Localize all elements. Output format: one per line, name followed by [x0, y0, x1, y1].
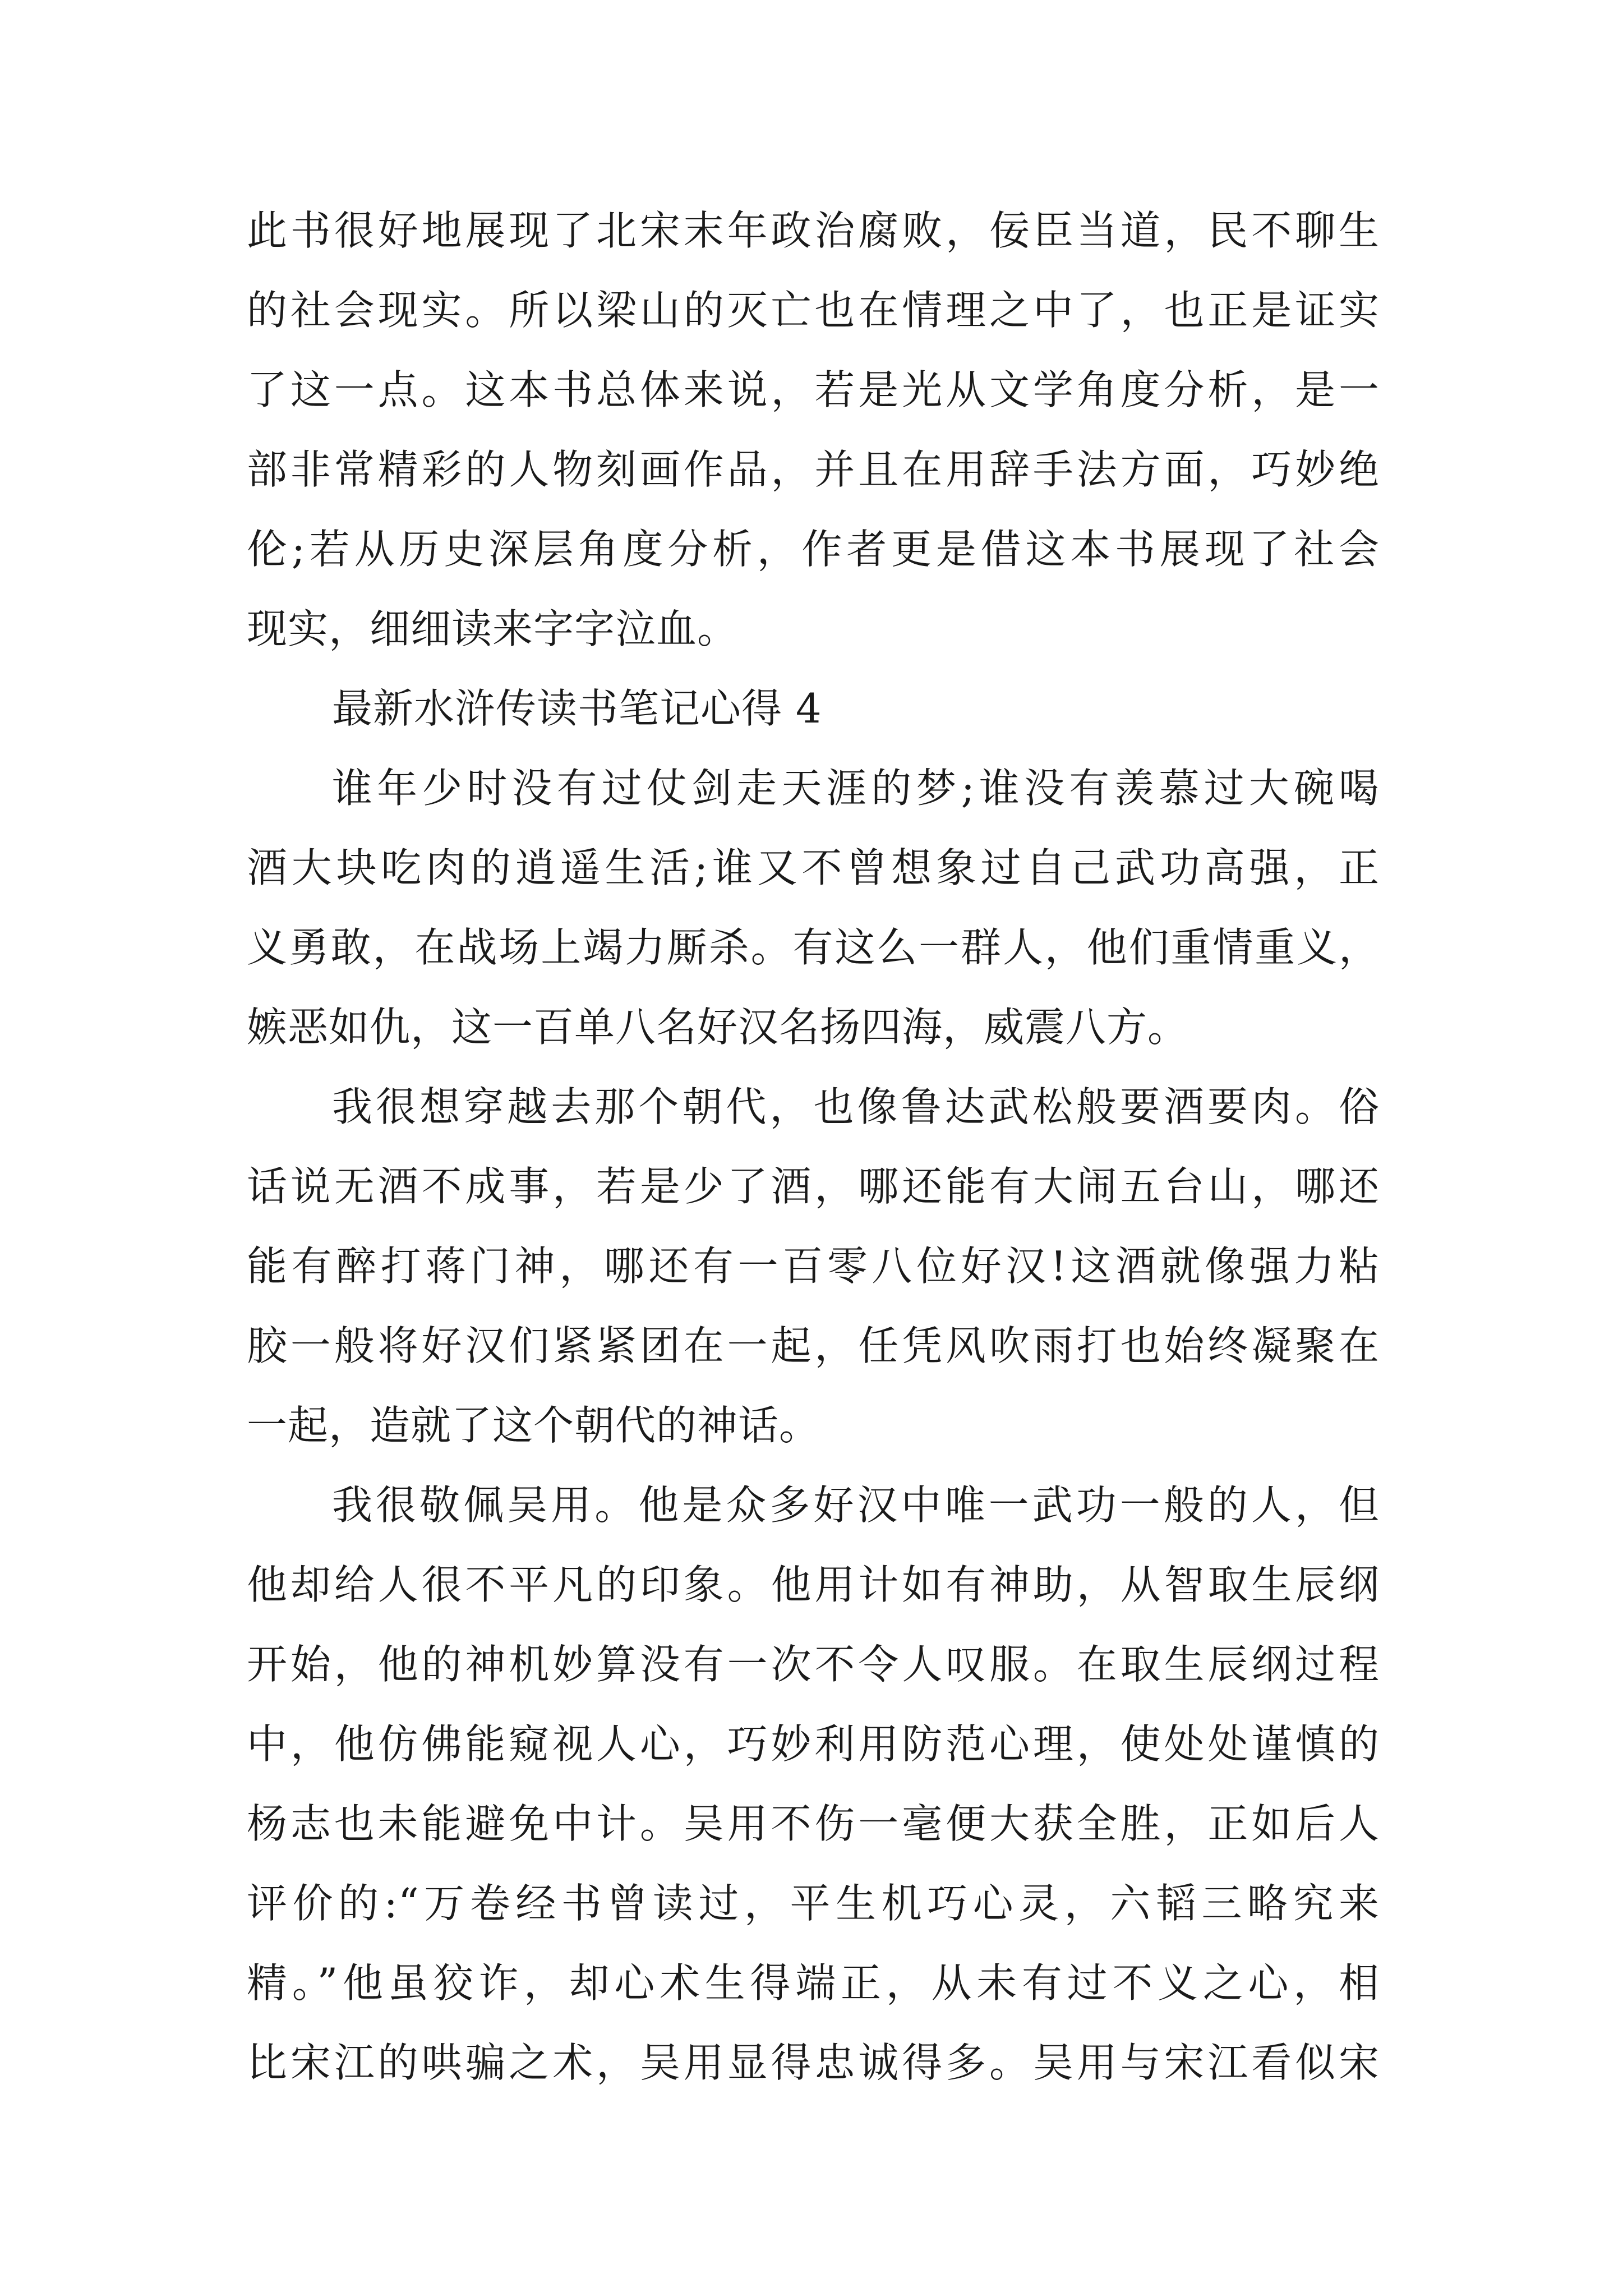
- text-line: 精。”他虽狡诈，却心术生得端正，从未有过不义之心，相: [247, 1959, 1380, 2007]
- text-line: 伦;若从历史深层角度分析，作者更是借这本书展现了社会: [247, 526, 1380, 573]
- text-line: 话说无酒不成事，若是少了酒，哪还能有大闹五台山，哪还: [247, 1163, 1380, 1210]
- text-line: 一起，造就了这个朝代的神话。: [247, 1402, 820, 1449]
- text-line: 谁年少时没有过仗剑走天涯的梦;谁没有羡慕过大碗喝: [332, 765, 1380, 812]
- section-heading: 最新水浒传读书笔记心得 4: [332, 685, 822, 732]
- text-line: 开始，他的神机妙算没有一次不令人叹服。在取生辰纲过程: [247, 1641, 1380, 1688]
- text-line: 嫉恶如仇，这一百单八名好汉名扬四海，威震八方。: [247, 1004, 1189, 1051]
- text-line: 中，他仿佛能窥视人心，巧妙利用防范心理，使处处谨慎的: [247, 1720, 1380, 1768]
- body-text: [247, 191, 1380, 2102]
- text-line: 此书很好地展现了北宋末年政治腐败，佞臣当道，民不聊生: [247, 207, 1380, 254]
- text-line: 义勇敢，在战场上竭力厮杀。有这么一群人，他们重情重义，: [247, 924, 1380, 971]
- text-line: 部非常精彩的人物刻画作品，并且在用辞手法方面，巧妙绝: [247, 446, 1380, 493]
- text-line: 比宋江的哄骗之术，吴用显得忠诚得多。吴用与宋江看似宋: [247, 2039, 1380, 2086]
- text-line: 能有醉打蒋门神，哪还有一百零八位好汉!这酒就像强力粘: [247, 1243, 1380, 1290]
- text-line: 他却给人很不平凡的印象。他用计如有神助，从智取生辰纲: [247, 1561, 1380, 1608]
- text-line: 胶一般将好汉们紧紧团在一起，任凭风吹雨打也始终凝聚在: [247, 1322, 1380, 1369]
- text-line: 杨志也未能避免中计。吴用不伤一毫便大获全胜，正如后人: [247, 1800, 1380, 1847]
- text-line: 的社会现实。所以梁山的灭亡也在情理之中了，也正是证实: [247, 287, 1380, 334]
- text-line: 我很敬佩吴用。他是众多好汉中唯一武功一般的人，但: [332, 1481, 1380, 1529]
- text-line: 我很想穿越去那个朝代，也像鲁达武松般要酒要肉。俗: [332, 1083, 1380, 1130]
- text-line: 评价的:“万卷经书曾读过，平生机巧心灵，六韬三略究来: [247, 1880, 1380, 1927]
- text-line: 了这一点。这本书总体来说，若是光从文学角度分析，是一: [247, 366, 1380, 413]
- text-line: 酒大块吃肉的逍遥生活;谁又不曾想象过自己武功高强，正: [247, 844, 1380, 891]
- text-line: 现实，细细读来字字泣血。: [247, 605, 739, 652]
